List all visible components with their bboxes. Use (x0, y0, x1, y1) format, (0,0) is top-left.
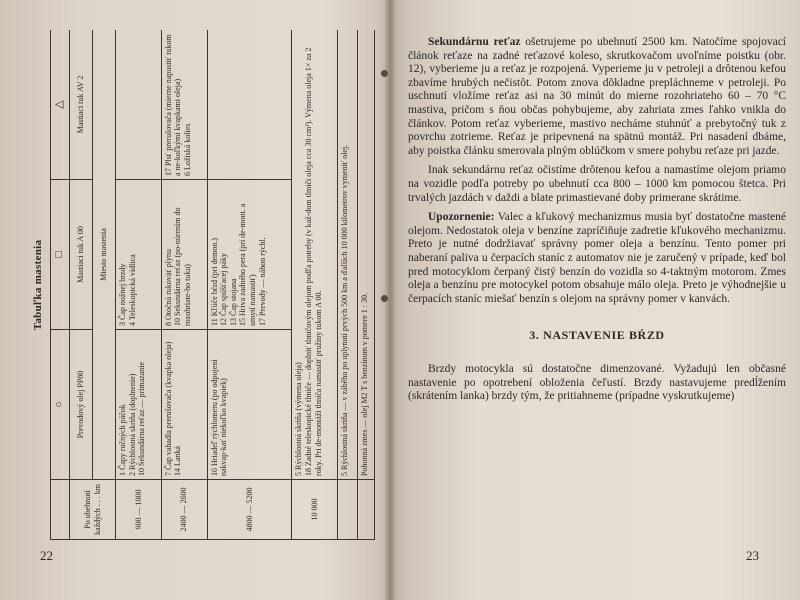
table-row (292, 30, 338, 540)
list-item: 1 Čapy ručných páčok (118, 404, 127, 476)
list-item: 10 Sekundárna reťaz (po-núrením do rozohriate-ho tuku) (173, 207, 192, 326)
grease-a00-cell (207, 180, 292, 330)
list-item: 10 Sekundárna reťaz — primazanie (137, 361, 147, 476)
km-cell (338, 480, 358, 540)
subheader-row (93, 30, 116, 540)
footer-note: Pohonná zmes — olej M2 T s benzínom v pomere 1 : 30. (358, 30, 375, 480)
list-item: 8 Otočná rukoväť plynu (163, 249, 173, 326)
lubrication-table (50, 30, 375, 540)
circle-symbol: ○ (51, 330, 70, 480)
grease-av2-cell (116, 30, 162, 180)
paragraph-chain-oiling: Inak sekundárnu reťaz očistíme drôtenou kefou a namastíme olejom priamo na vozidle podľa potreby po ubehnutí cca 800 – 1000 km pomocou štetca. Pri trvalých jazdách v daždi a blate primastievané doby primerane skrátime. (408, 164, 786, 204)
left-page (0, 0, 392, 600)
wide-cell (338, 30, 358, 480)
list-item: 11 Kľúče bŕzd (pri demon.) (209, 237, 219, 326)
warning-label: Upozornenie: (428, 211, 495, 224)
list-item: 17 Prevody — náhon rýchl. (257, 237, 267, 326)
paragraph-chain-care (408, 36, 786, 158)
km-cell: 4800 — 5200 (207, 480, 292, 540)
page-number-right: 23 (746, 548, 759, 563)
km-cell: 900 — 1000 (116, 480, 162, 540)
paragraph-warning (408, 211, 786, 306)
paragraph-text: ošetrujeme po ubehnutí 2500 km. Natočíme spojovací článok reťaze na zadné reťazové koleso, skrutkovačom uvoľníme poistku (obr. 12), vyberieme ju a reťaz je rozpojená. Vyperieme ju v petroleji a drôtenou kefou zbavíme hrubých nečistôt. Potom znova dôkladne prepláchneme v petroleji. Po uschnutí vložíme reťaz asi na 30 minút do mierne rozohriateho 60 – 70 °C mastiva, pričom s ňou občas pohybujeme, aby zahriata zmes ľahko vnikla do článkov. Potom reťaz vyberieme, mastivo necháme stuhnúť a prebytočný tuk z povrchu zotrieme. Reťaz je pripevnená na spätnú montáž. Pri nasadení dbáme, aby poistka článku smerovala plným oblúčkom v smere pohybu reťaze pri jazde. (408, 36, 786, 157)
square-symbol: □ (51, 180, 70, 330)
paragraph-brakes: Brzdy motocykla sú dostatočne dimenzované. Vyžadujú len občasné nastavenie po opotrebení obloženia čeľustí. Brzdy nastavujeme predĺžením (skrátením lanka) brzdy tým, že pritiahneme (prípadne vyskrutkujeme) (408, 363, 786, 403)
list-item: 4 Teleskopická vidlica (127, 254, 137, 326)
table-row (116, 30, 162, 540)
section-heading: 3. NASTAVENIE BŔZD (529, 328, 665, 343)
list-item: 17 Plsť prerušovača (mierne napustiť tukom a ne-koľkými kvapkami oleja) (163, 34, 183, 176)
symbol-row (51, 30, 70, 540)
list-item: 15 Hriva zadného pera (pri de-mont. a umytí namastiť) (238, 203, 257, 326)
paragraph-lead: Sekundárnu reťaz (428, 36, 521, 48)
symbol-cell (51, 480, 70, 540)
list-item: 14 Lanká (173, 446, 183, 476)
table-title: Tabuľka mastenia (32, 239, 44, 331)
header-grease-av2: Mastiaci tuk AV 2 (70, 30, 93, 180)
wide-cell (292, 30, 338, 480)
table-row (207, 30, 292, 540)
list-item: 5 Rýchlostná skriňa (výmena oleja) (294, 362, 304, 476)
grease-av2-cell (207, 30, 292, 180)
subheader-place: Miesto mastenia (93, 30, 116, 480)
grease-a00-cell (161, 180, 207, 330)
lubrication-table-frame (30, 30, 375, 540)
grease-a00-cell (116, 180, 162, 330)
header-grease-a00: Mastiaci tuk A 00 (70, 180, 93, 330)
paragraph-text: Valec a kľukový mechanizmus musia byť dostatočne mastené olejom. Nedostatok oleja v benzíne zapríčiňuje zadretie kľukového mechanizmu. Preto je nutné dodržiavať správny pomer oleja a benzínu. Tento pomer pri naberaní paliva u čerpacích staníc z automatov nie je zaručený v prípade, keď bol pred motocyklom čerpaný čistý benzín do vozidla so 4-taktným motorom. Zmes oleja a benzínu pre motocykel potom obsahuje málo oleja. Preto je výhodnejšie u čerpacích staníc miešať benzín s olejom na správny pomer v kanvách. (408, 211, 786, 305)
table-row (338, 30, 358, 540)
list-item: 13 Čap stojana (228, 278, 238, 326)
footer-row (358, 30, 375, 540)
lubrication-table-rotated (30, 30, 375, 540)
oil-cell (116, 330, 162, 480)
list-item: 3 Čap nožnej brzdy (118, 263, 127, 326)
triangle-symbol: △ (51, 30, 70, 180)
header-oil: Prevodový olej PP80 (70, 330, 93, 480)
list-item: 18 Zadné teleskopické tlmiče — doplniť tlmičovým olejom podľa potreby (v kaž-dom tlmiči oleja cca 30 cm³). Výmena oleja 1× za 2 roky. Pri de-montáži tlmiča namastiť pružiny tukom A 00. (304, 47, 323, 476)
list-item: 6 Ložiská kolies (182, 123, 192, 176)
oil-cell (161, 330, 207, 480)
oil-cell (207, 330, 292, 480)
grease-av2-cell (161, 30, 207, 180)
list-item: 7 Čap vahadla prerušovača (kvapka oleja) (163, 341, 173, 476)
header-km: Po ubehnutí každých . . . km (70, 480, 116, 540)
right-page (408, 36, 786, 576)
km-cell: 10 000 (292, 480, 338, 540)
list-item: 5 Rýchlostná skriňa — v záběhu po uplynutí prvých 500 km a ďalších 10 000 kilometrov vymeniť olej. (340, 144, 350, 476)
list-item: 16 Hriadeľ rýchlomeru (po odpojení nakvap-kať niekoľko kvapiek) (209, 359, 229, 476)
table-row (161, 30, 207, 540)
list-item: 12 Čap spúšťacej páky (219, 253, 229, 326)
km-cell: 2400 — 2600 (161, 480, 207, 540)
list-item: 2 Rýchlostná skriňa (doplnenie) (127, 373, 137, 476)
header-row (70, 30, 93, 540)
footer-empty (358, 480, 375, 540)
page-number-left: 22 (40, 548, 53, 563)
